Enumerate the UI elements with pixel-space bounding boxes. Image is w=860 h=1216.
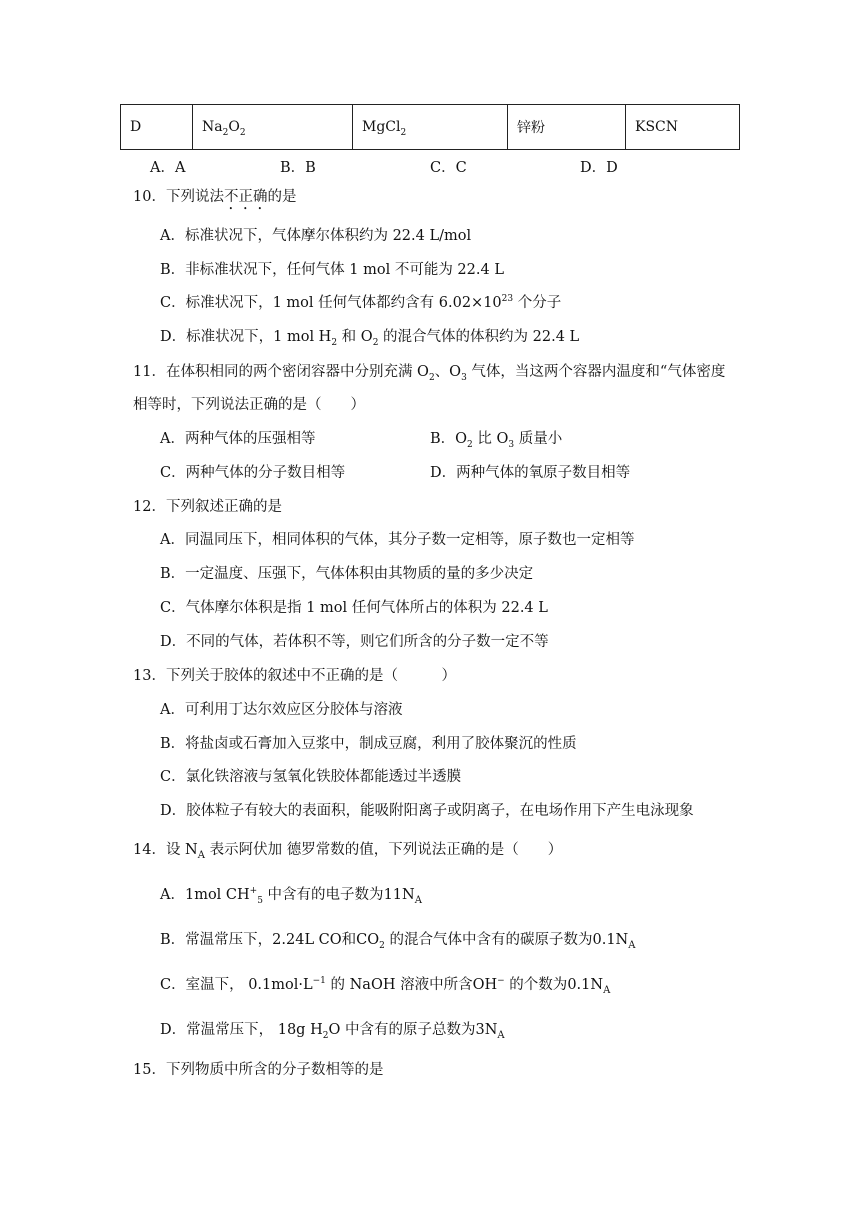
q10-stem: 10．下列说法不正确的是	[133, 189, 297, 205]
q14-option-c: C．室温下， $0.1mol\cdot L^{-1}$ 的 NaOH 溶液中所含OH− 的个数为$0.1N_A$	[160, 976, 611, 996]
q11-stem-line1: 11．在体积相同的两个密闭容器中分别充满 $O_2$、$O_3$ 气体，当这两个容器内温度和“气体密度	[133, 364, 726, 383]
q12-stem: 12．下列叙述正确的是	[133, 499, 282, 515]
q10-option-a: A．标准状况下，气体摩尔体积约为 22.4 L/mol	[160, 228, 472, 244]
q11-stem-line2: 相等时，下列说法正确的是（ ）	[133, 397, 365, 413]
q11-option-d: D．两种气体的氧原子数目相等	[430, 465, 631, 481]
q12-option-b: B．一定温度、压强下，气体体积由其物质的量的多少决定	[160, 566, 534, 582]
q14-stem: 14．设 $N_A$ 表示阿伏加 德罗常数的值，下列说法正确的是（ ）	[133, 842, 563, 861]
q14-option-b: B．常温常压下，2.24L CO和$CO_2$ 的混合气体中含有的碳原子数为$0.1N_A$	[160, 932, 636, 951]
q10-option-c: C．标准状况下，1 mol 任何气体都约含有 $6.02\times 10^{23}$ 个分子	[160, 294, 562, 311]
q9-option-d: D．D	[580, 160, 618, 176]
q11-option-a: A．两种气体的压强相等	[160, 431, 316, 447]
q13-option-a: A．可利用丁达尔效应区分胶体与溶液	[160, 702, 403, 718]
reagent-table	[120, 104, 740, 150]
q15-stem: 15．下列物质中所含的分子数相等的是	[133, 1062, 384, 1078]
q14-option-a: A．1mol $CH^+_5$ 中含有的电子数为$11N_A$	[160, 886, 422, 906]
q12-option-a: A．同温同压下，相同体积的气体，其分子数一定相等，原子数也一定相等	[160, 532, 635, 548]
q10-option-b: B．非标准状况下，任何气体 1 mol 不可能为 22.4 L	[160, 262, 504, 278]
table-cell: D	[121, 105, 193, 150]
q13-option-d: D．胶体粒子有较大的表面积，能吸附阳离子或阴离子，在电场作用下产生电泳现象	[160, 803, 694, 819]
table-cell: 锌粉	[508, 105, 626, 150]
q12-option-c: C．气体摩尔体积是指 1 mol 任何气体所占的体积为 22.4 L	[160, 600, 548, 616]
table-cell: MgCl$_2$	[353, 105, 508, 150]
q13-option-b: B．将盐卤或石膏加入豆浆中，制成豆腐，利用了胶体聚沉的性质	[160, 736, 577, 752]
q13-option-c: C．氯化铁溶液与氢氧化铁胶体都能透过半透膜	[160, 769, 462, 785]
q9-option-b: B．B	[280, 160, 316, 176]
table-cell: $Na_2O_2$	[193, 105, 353, 150]
q9-option-c: C．C	[430, 160, 467, 176]
q9-option-a: A．A	[150, 160, 186, 176]
q13-stem: 13．下列关于胶体的叙述中不正确的是（ ）	[133, 668, 456, 684]
table-row	[121, 105, 740, 150]
q10-option-d: D．标准状况下，1 mol $H_2$ 和 $O_2$ 的混合气体的体积约为 22.4 L	[160, 329, 580, 348]
q11-option-b: B．$O_2$ 比 $O_3$ 质量小	[430, 431, 563, 450]
q12-option-d: D．不同的气体，若体积不等，则它们所含的分子数一定不等	[160, 634, 549, 650]
q14-option-d: D．常温常压下， 18g $H_2O$ 中含有的原子总数为$3N_A$	[160, 1022, 505, 1041]
table-cell: KSCN	[626, 105, 740, 150]
q11-option-c: C．两种气体的分子数目相等	[160, 465, 346, 481]
